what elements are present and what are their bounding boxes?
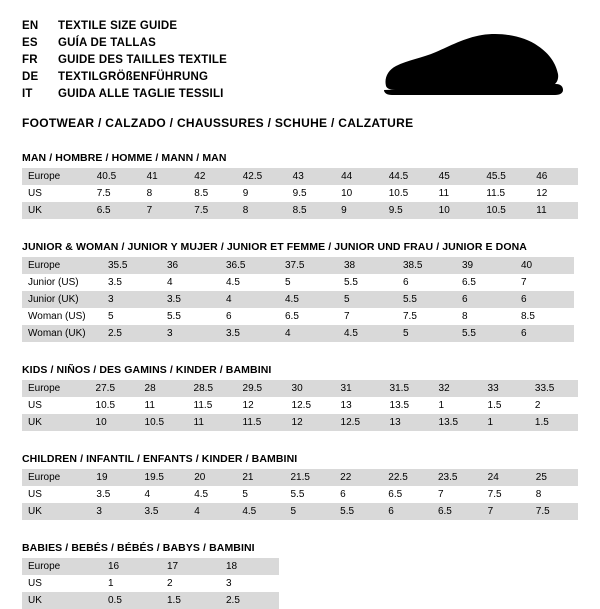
table-row [22,397,578,414]
row-label: Junior (UK) [22,291,102,308]
cell: 5.5 [456,325,515,342]
cell: 40 [515,257,574,274]
row-label: US [22,185,91,202]
language-code: DE [22,71,39,83]
cell: 7 [432,486,482,503]
cell: 36 [161,257,220,274]
cell: 7.5 [482,486,530,503]
row-label: UK [22,592,102,609]
cell: 44.5 [383,168,433,185]
cell: 7.5 [188,202,236,219]
cell: 25 [530,469,578,486]
row-label: Europe [22,469,90,486]
cell: 13.5 [433,414,482,431]
cell: 5.5 [397,291,456,308]
table-row [22,486,578,503]
row-label: US [22,397,90,414]
size-table-kids [22,380,578,431]
cell: 3.5 [161,291,220,308]
row-label: US [22,575,102,592]
size-group-children [22,453,578,520]
cell: 6 [515,325,574,342]
cell: 4 [220,291,279,308]
cell: 2.5 [102,325,161,342]
cell: 39 [456,257,515,274]
cell: 45 [433,168,481,185]
cell: 8 [530,486,578,503]
cell: 6 [334,486,382,503]
language-code: ES [22,37,38,49]
cell: 9 [335,202,383,219]
language-code: EN [22,20,39,32]
cell: 1.5 [482,397,529,414]
row-label: UK [22,503,90,520]
cell: 40.5 [91,168,141,185]
language-row [22,86,227,103]
page-title: FOOTWEAR / CALZADO / CHAUSSURES / SCHUHE / CALZATURE [22,116,414,130]
cell: 3 [90,503,138,520]
dress-shoe-icon [378,30,568,102]
cell: 3.5 [90,486,138,503]
table-row [22,257,574,274]
cell: 31.5 [384,380,433,397]
cell: 1.5 [161,592,220,609]
cell: 10.5 [480,202,530,219]
cell: 13 [384,414,433,431]
language-code: IT [22,88,33,100]
cell: 4.5 [279,291,338,308]
cell: 7 [141,202,189,219]
group-title: MAN / HOMBRE / HOMME / MANN / MAN [22,152,227,164]
cell: 17 [161,558,220,575]
cell: 21 [236,469,284,486]
cell: 8 [141,185,189,202]
group-title: BABIES / BEBÉS / BÉBÉS / BABYS / BAMBINI [22,542,255,554]
size-table-babies [22,558,279,609]
cell: 11.5 [188,397,237,414]
size-table-children [22,469,578,520]
cell: 10.5 [139,414,188,431]
row-label: UK [22,202,91,219]
cell: 42.5 [237,168,287,185]
cell: 8 [237,202,287,219]
table-row [22,291,574,308]
cell: 33 [482,380,529,397]
cell: 6.5 [279,308,338,325]
table-row [22,325,574,342]
cell: 6.5 [456,274,515,291]
cell: 3 [102,291,161,308]
table-row [22,592,279,609]
size-group-kids [22,364,578,431]
cell: 6 [397,274,456,291]
language-title: GUIDA ALLE TAGLIE TESSILI [58,88,224,100]
cell: 10.5 [383,185,433,202]
group-title: KIDS / NIÑOS / DES GAMINS / KINDER / BAMBINI [22,364,272,376]
cell: 11 [139,397,188,414]
page-header [22,16,578,108]
cell: 5 [338,291,397,308]
language-title: TEXTILGRÖßENFÜHRUNG [58,71,209,83]
cell: 6.5 [432,503,482,520]
cell: 4 [161,274,220,291]
cell: 22.5 [382,469,432,486]
language-title: GUÍA DE TALLAS [58,37,156,49]
cell: 7.5 [530,503,578,520]
cell: 1.5 [529,414,578,431]
row-label: Europe [22,558,102,575]
cell: 2 [529,397,578,414]
row-label: US [22,486,90,503]
cell: 11.5 [480,185,530,202]
cell: 9 [237,185,287,202]
row-label: Woman (US) [22,308,102,325]
cell: 1 [102,575,161,592]
cell: 3.5 [102,274,161,291]
cell: 1 [482,414,529,431]
row-label: Junior (US) [22,274,102,291]
cell: 27.5 [90,380,139,397]
language-title: TEXTILE SIZE GUIDE [58,20,178,32]
cell: 32 [433,380,482,397]
cell: 11 [530,202,578,219]
cell: 2.5 [220,592,279,609]
cell: 8.5 [188,185,236,202]
language-row [22,18,227,35]
language-row [22,35,227,52]
cell: 13.5 [384,397,433,414]
cell: 28 [139,380,188,397]
cell: 5 [397,325,456,342]
cell: 10.5 [90,397,139,414]
language-row [22,52,227,69]
cell: 5.5 [334,503,382,520]
size-group-man [22,152,578,219]
cell: 8.5 [515,308,574,325]
cell: 46 [530,168,578,185]
cell: 12.5 [286,397,335,414]
cell: 3.5 [139,503,189,520]
group-title: CHILDREN / INFANTIL / ENFANTS / KINDER / BAMBINI [22,453,298,465]
cell: 4.5 [188,486,236,503]
table-row [22,558,279,575]
table-row [22,575,279,592]
cell: 18 [220,558,279,575]
table-row [22,202,578,219]
cell: 31 [335,380,384,397]
language-title: GUIDE DES TAILLES TEXTILE [58,54,227,66]
cell: 5.5 [161,308,220,325]
cell: 23.5 [432,469,482,486]
cell: 21.5 [284,469,334,486]
cell: 7 [482,503,530,520]
row-label: Woman (UK) [22,325,102,342]
cell: 3 [220,575,279,592]
cell: 0.5 [102,592,161,609]
group-title: JUNIOR & WOMAN / JUNIOR Y MUJER / JUNIOR ET FEMME / JUNIOR UND FRAU / JUNIOR E DONA [22,241,527,253]
table-row [22,168,578,185]
cell: 3 [161,325,220,342]
language-row [22,69,227,86]
cell: 5.5 [284,486,334,503]
cell: 37.5 [279,257,338,274]
cell: 7.5 [91,185,141,202]
row-label: UK [22,414,90,431]
cell: 42 [188,168,236,185]
cell: 30 [286,380,335,397]
table-row [22,274,574,291]
table-row [22,503,578,520]
cell: 4.5 [338,325,397,342]
cell: 10 [335,185,383,202]
cell: 4 [188,503,236,520]
cell: 6.5 [382,486,432,503]
cell: 22 [334,469,382,486]
cell: 4 [279,325,338,342]
cell: 8.5 [287,202,335,219]
table-row [22,380,578,397]
cell: 19 [90,469,138,486]
cell: 38.5 [397,257,456,274]
cell: 28.5 [188,380,237,397]
cell: 9.5 [287,185,335,202]
row-label: Europe [22,380,90,397]
language-code: FR [22,54,38,66]
cell: 5 [279,274,338,291]
cell: 6 [220,308,279,325]
cell: 6 [515,291,574,308]
cell: 33.5 [529,380,578,397]
cell: 13 [335,397,384,414]
cell: 12 [286,414,335,431]
cell: 6.5 [91,202,141,219]
cell: 16 [102,558,161,575]
cell: 7.5 [397,308,456,325]
cell: 41 [141,168,189,185]
cell: 12.5 [335,414,384,431]
row-label: Europe [22,257,102,274]
table-row [22,469,578,486]
cell: 11 [433,185,481,202]
cell: 43 [287,168,335,185]
cell: 10 [433,202,481,219]
size-group-babies [22,542,578,609]
cell: 19.5 [139,469,189,486]
cell: 1 [433,397,482,414]
size-table-man [22,168,578,219]
table-row [22,414,578,431]
table-row [22,185,578,202]
cell: 4.5 [236,503,284,520]
cell: 4.5 [220,274,279,291]
cell: 7 [515,274,574,291]
cell: 35.5 [102,257,161,274]
cell: 38 [338,257,397,274]
row-label: Europe [22,168,91,185]
cell: 5 [102,308,161,325]
cell: 12 [530,185,578,202]
cell: 11.5 [237,414,286,431]
cell: 11 [188,414,237,431]
cell: 45.5 [480,168,530,185]
cell: 4 [139,486,189,503]
cell: 8 [456,308,515,325]
cell: 20 [188,469,236,486]
cell: 6 [382,503,432,520]
cell: 7 [338,308,397,325]
cell: 5.5 [338,274,397,291]
cell: 24 [482,469,530,486]
cell: 36.5 [220,257,279,274]
cell: 9.5 [383,202,433,219]
cell: 44 [335,168,383,185]
language-title-list [22,18,227,103]
cell: 10 [90,414,139,431]
cell: 3.5 [220,325,279,342]
cell: 2 [161,575,220,592]
size-table-junior-woman [22,257,574,342]
cell: 5 [284,503,334,520]
cell: 29.5 [237,380,286,397]
size-group-junior-woman [22,241,578,342]
cell: 12 [237,397,286,414]
cell: 5 [236,486,284,503]
cell: 6 [456,291,515,308]
table-row [22,308,574,325]
